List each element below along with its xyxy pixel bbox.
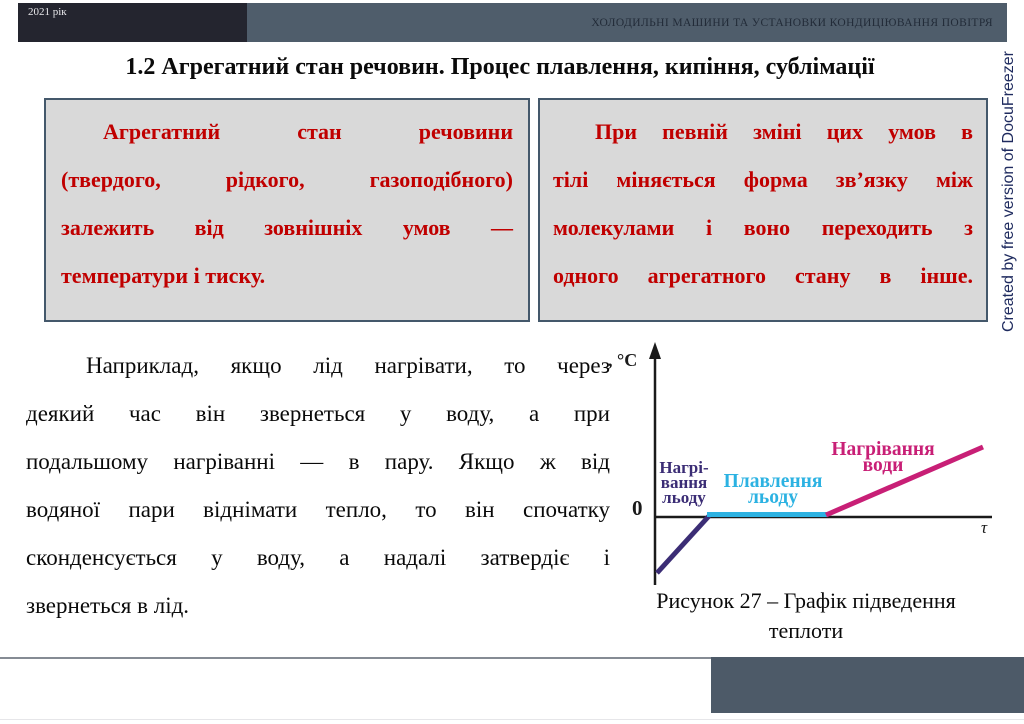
origin-label: 0 — [632, 496, 643, 520]
definition-box-aggregate-state — [44, 98, 530, 322]
body-paragraph — [26, 342, 610, 630]
figure-heating-graph — [600, 338, 1012, 588]
ice-heating-label-line: льоду — [662, 488, 706, 507]
year-label: 2021 рік — [28, 6, 67, 18]
docufreezer-watermark: Created by free version of DocuFreezer — [1000, 50, 1017, 332]
header-bar — [18, 3, 1007, 42]
melting-label — [712, 471, 834, 508]
water-heating-label-line: Нагрівання — [831, 439, 935, 460]
water-heating-label — [828, 439, 938, 476]
paragraph-line: деякий час він звернеться у воду, а при — [26, 401, 610, 426]
footer-hairline — [0, 719, 1024, 720]
definition-box-state-change — [538, 98, 988, 322]
paragraph-line: звернеться в лід. — [26, 593, 190, 618]
paragraph-line: водяної пари віднімати тепло, то він спочатку — [26, 497, 610, 522]
box-line: одного агрегатного стану в інше. — [553, 263, 973, 288]
box-line: тілі міняється форма зв’язку між — [553, 167, 973, 192]
box-line: молекулами і воно переходить з — [553, 215, 973, 240]
figure-caption: Рисунок 27 – Графік підведення теплоти — [656, 588, 956, 643]
header-year-segment — [18, 3, 247, 42]
slide-title: 1.2 Агрегатний стан речовин. Процес плавлення, кипіння, сублімації — [125, 54, 875, 80]
footer-divider — [0, 657, 711, 659]
paragraph-line: сконденсується у воду, а надалі затвердіє і — [26, 545, 610, 570]
paragraph-line: Наприклад, якщо лід нагрівати, то через — [86, 353, 610, 378]
y-axis-label: , °C — [608, 350, 638, 370]
melting-label-line: Плавлення — [723, 471, 823, 492]
header-title-segment — [247, 3, 1007, 42]
box-line: При певній зміні цих умов в — [595, 119, 973, 144]
ice-heating-label — [655, 460, 713, 505]
x-axis-label: τ — [981, 518, 988, 537]
ice-heating-label-line: Нагрі- — [659, 458, 709, 477]
box-line: (твердого, рідкого, газоподібного) — [61, 167, 513, 192]
footer-slate-block — [711, 657, 1024, 713]
y-axis-arrowhead — [649, 342, 661, 359]
ice-heating-label-line: вання — [660, 473, 708, 492]
box-line: Агрегатний стан речовини — [103, 119, 513, 144]
water-heating-label-line: води — [862, 455, 904, 476]
box-line: температури і тиску. — [61, 263, 266, 288]
melting-label-line: льоду — [747, 487, 799, 508]
ice-heating-line — [657, 516, 709, 573]
paragraph-line: подальшому нагріванні — в пару. Якщо ж від — [26, 449, 610, 474]
box-line: залежить від зовнішніх умов — — [61, 215, 513, 240]
course-title: ХОЛОДИЛЬНІ МАШИНИ ТА УСТАНОВКИ КОНДИЦІЮВАННЯ ПОВІТРЯ — [591, 16, 993, 29]
